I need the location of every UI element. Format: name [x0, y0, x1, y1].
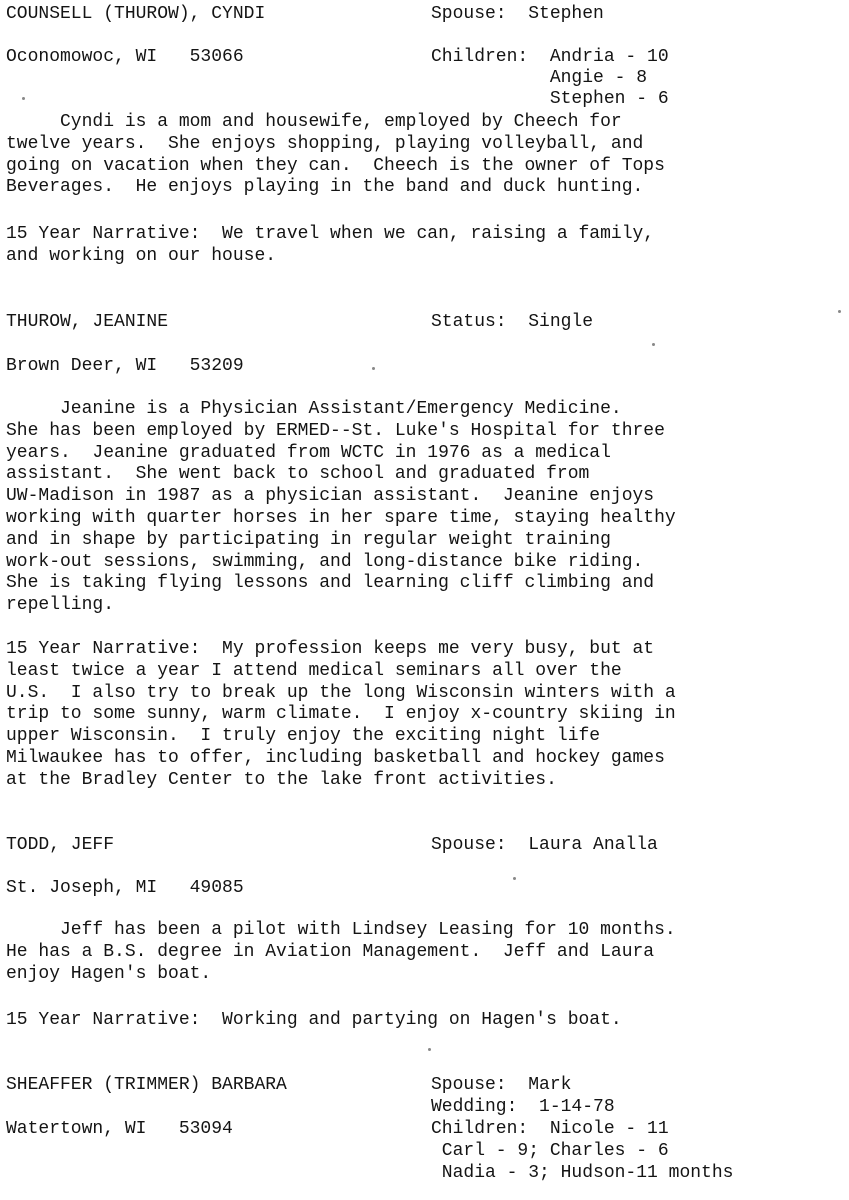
entry-location: St. Joseph, MI 49085	[6, 878, 244, 898]
children-line: Children: Nicole - 11	[431, 1119, 669, 1139]
spouse-line: Spouse: Stephen	[431, 4, 604, 24]
children-line: Angie - 8	[431, 68, 648, 88]
spouse-line: Spouse: Laura Analla	[431, 835, 658, 855]
entry-narrative: 15 Year Narrative: My profession keeps me very busy, but at least twice a year I attend medical seminars all over the U.S. I also try to break up the long Wisconsin winters with a trip to some sunny, warm climate. I enjoy x-country skiing in upper Wisconsin. I truly enjoy the exciting night life Milwaukee has to offer, including basketball and hockey games at the Bradley Center to the lake front activities.	[6, 639, 676, 790]
children-line: Stephen - 6	[431, 89, 669, 109]
scan-speck	[428, 1048, 431, 1051]
scan-speck	[513, 877, 516, 880]
entry-name: TODD, JEFF	[6, 835, 115, 855]
status-line: Status: Single	[431, 312, 594, 332]
scan-speck	[372, 367, 375, 370]
entry-bio: Jeanine is a Physician Assistant/Emergency Medicine. She has been employed by ERMED--St. Luke's Hospital for three years. Jeanine graduated from WCTC in 1976 as a medical assistant. She went back to school and graduated from UW-Madison in 1987 as a physician assistant. Jeanine enjoys working with quarter horses in her spare time, staying healthy and in shape by participating in regular weight training work-out sessions, swimming, and long-distance bike riding. She is taking flying lessons and learning cliff climbing and repelling.	[6, 399, 676, 616]
wedding-line: Wedding: 1-14-78	[431, 1097, 615, 1117]
children-line: Nadia - 3; Hudson-11 months	[431, 1163, 734, 1183]
scan-speck	[838, 310, 841, 313]
scan-speck	[652, 343, 655, 346]
children-line: Carl - 9; Charles - 6	[431, 1141, 669, 1161]
entry-location: Brown Deer, WI 53209	[6, 356, 244, 376]
entry-narrative: 15 Year Narrative: We travel when we can, raising a family, and working on our house.	[6, 224, 655, 266]
entry-name: COUNSELL (THUROW), CYNDI	[6, 4, 266, 24]
entry-bio: Jeff has been a pilot with Lindsey Leasing for 10 months. He has a B.S. degree in Aviation Management. Jeff and Laura enjoy Hagen's boat.	[6, 920, 676, 984]
scan-speck	[22, 97, 25, 100]
entry-bio: Cyndi is a mom and housewife, employed by Cheech for twelve years. She enjoys shopping, playing volleyball, and going on vacation when they can. Cheech is the owner of Tops Beverages. He enjoys playing in the band and duck hunting.	[6, 112, 665, 198]
entry-location: Oconomowoc, WI 53066	[6, 47, 244, 67]
entry-name: SHEAFFER (TRIMMER) BARBARA	[6, 1075, 287, 1095]
entry-narrative: 15 Year Narrative: Working and partying on Hagen's boat.	[6, 1010, 622, 1030]
entry-name: THUROW, JEANINE	[6, 312, 169, 332]
spouse-line: Spouse: Mark	[431, 1075, 572, 1095]
entry-location: Watertown, WI 53094	[6, 1119, 233, 1139]
children-line: Children: Andria - 10	[431, 47, 669, 67]
